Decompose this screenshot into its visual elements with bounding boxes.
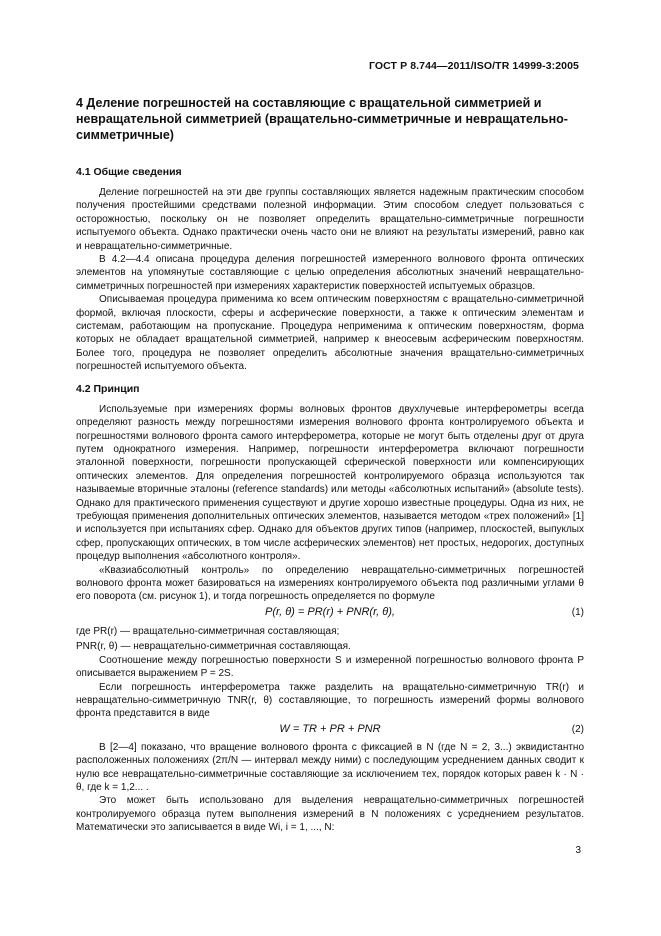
subsection-title-4-1: 4.1 Общие сведения	[76, 166, 182, 178]
formula-2-number: (2)	[571, 723, 584, 735]
document-body	[76, 95, 584, 835]
document-header: ГОСТ Р 8.744—2011/ISO/TR 14999-3:2005	[368, 60, 579, 72]
formula-1	[76, 604, 584, 624]
paragraph: Деление погрешностей на эти две группы составляющих является надежным практическим способом получения простейшими средствами полезной информации. Этим способом следует пользоваться с осторожностью, поскольку он не позволяет определить вращательно-симметричные погрешности испытуемого объекта. Однако практически очень часто они не влияют на результаты измерений, равно как и невращательно-симметричные.	[76, 187, 584, 252]
paragraph: Используемые при измерениях формы волновых фронтов двухлучевые интерферометры всегда определяют разность между погрешностями измерения волнового фронта контролируемого объекта и погрешностями волнового фронта самого интерферометра, которые не могут быть отделены друг от друга путем однократного измерения. Например, погрешности интерферометра включают погрешности эталонной поверхности, погрешности пропускающей сферической поверхности или компенсирующих оптических элементов. Для определения погрешностей контролируемого образца используются так называемые вторичные эталоны (reference standards) или методы «абсолютных испытаний» (absolute tests). Однако для практического применения существуют и другие хорошо известные процедуры. Одна из них, не требующая применения дополнительных оптических элементов, называется методом «трех положений» [1] и используется при испытаниях сфер. Однако для объектов других типов (например, плоскостей, выпуклых сфер, пропускающих оптических, в том числе асферических элементов) нет простых, недорогих, доступных процедур выполнения «абсолютного контроля».	[76, 403, 584, 563]
page-number: 3	[575, 845, 581, 856]
paragraph: Описываемая процедура применима ко всем оптическим поверхностям с вращательно-симметричной формой, включая плоскости, сферы и асферические поверхности, а также к оптическим элементам и системам, работающим на пропускание. Процедура неприменима к оптическим поверхностям, форма которых не обладает вращательной симметрией, например к внеосевым асферическим поверхностям. Более того, процедура не позволяет определить абсолютные значения вращательно-симметричных погрешностей испытуемого объекта.	[76, 294, 584, 373]
paragraph: В [2—4] показано, что вращение волнового фронта с фиксацией в N (где N = 2, 3...) эквидистантно расположенных положениях (2π/N — интервал между ними) с последующим усреднением данных сводит к нулю все невращательно-симметричные составляющие за исключением тех, порядок которых равен k · N · θ, где k = 1,2... .	[76, 741, 584, 794]
formula-1-number: (1)	[571, 606, 584, 618]
formula-2	[76, 721, 584, 741]
subsection-title-4-2: 4.2 Принцип	[76, 382, 140, 395]
formula-1-expression: P(r, θ) = PR(r) + PNR(r, θ),	[265, 605, 395, 618]
section-title: 4 Деление погрешностей на составляющие с вращательной симметрией и невращательной симметрией (вращательно-симметричные и невращательно-симметричные)	[76, 96, 568, 142]
paragraph: Соотношение между погрешностью поверхности S и измеренной погрешностью волнового фронта P описывается выражением P = 2S.	[76, 654, 584, 680]
paragraph: Если погрешность интерферометра также разделить на вращательно-симметричную TR(r) и невращательно-симметричную TNR(r, θ) составляющие, то погрешность измерений формы волнового фронта представится в виде	[76, 681, 584, 720]
paragraph: В 4.2—4.4 описана процедура деления погрешностей измеренного волнового фронта оптических элементов на упомянутые составляющие с целью определения абсолютных значений невращательно-симметричных погрешностей при измерениях характеристик поверхностей испытуемых образцов.	[76, 254, 584, 292]
definition-2: PNR(r, θ) — невращательно-симметричная составляющая.	[76, 640, 351, 652]
paragraph: Это может быть использовано для выделения невращательно-симметричных погрешностей контролируемого образца путем выполнения измерений в N положениях с усреднением результатов. Математически это записывается в виде Wi, i = 1, ..., N:	[76, 795, 584, 834]
definition-1: где PR(r) — вращательно-симметричная составляющая;	[76, 625, 340, 637]
formula-2-expression: W = TR + PR + PNR	[279, 722, 381, 735]
paragraph: «Квазиабсолютный контроль» по определению невращательно-симметричных погрешностей волнового фронта может базироваться на измерениях контролируемого объекта под различными углами θ его поворота (см. рисунок 1), и тогда погрешность определяется по формуле	[76, 564, 584, 603]
